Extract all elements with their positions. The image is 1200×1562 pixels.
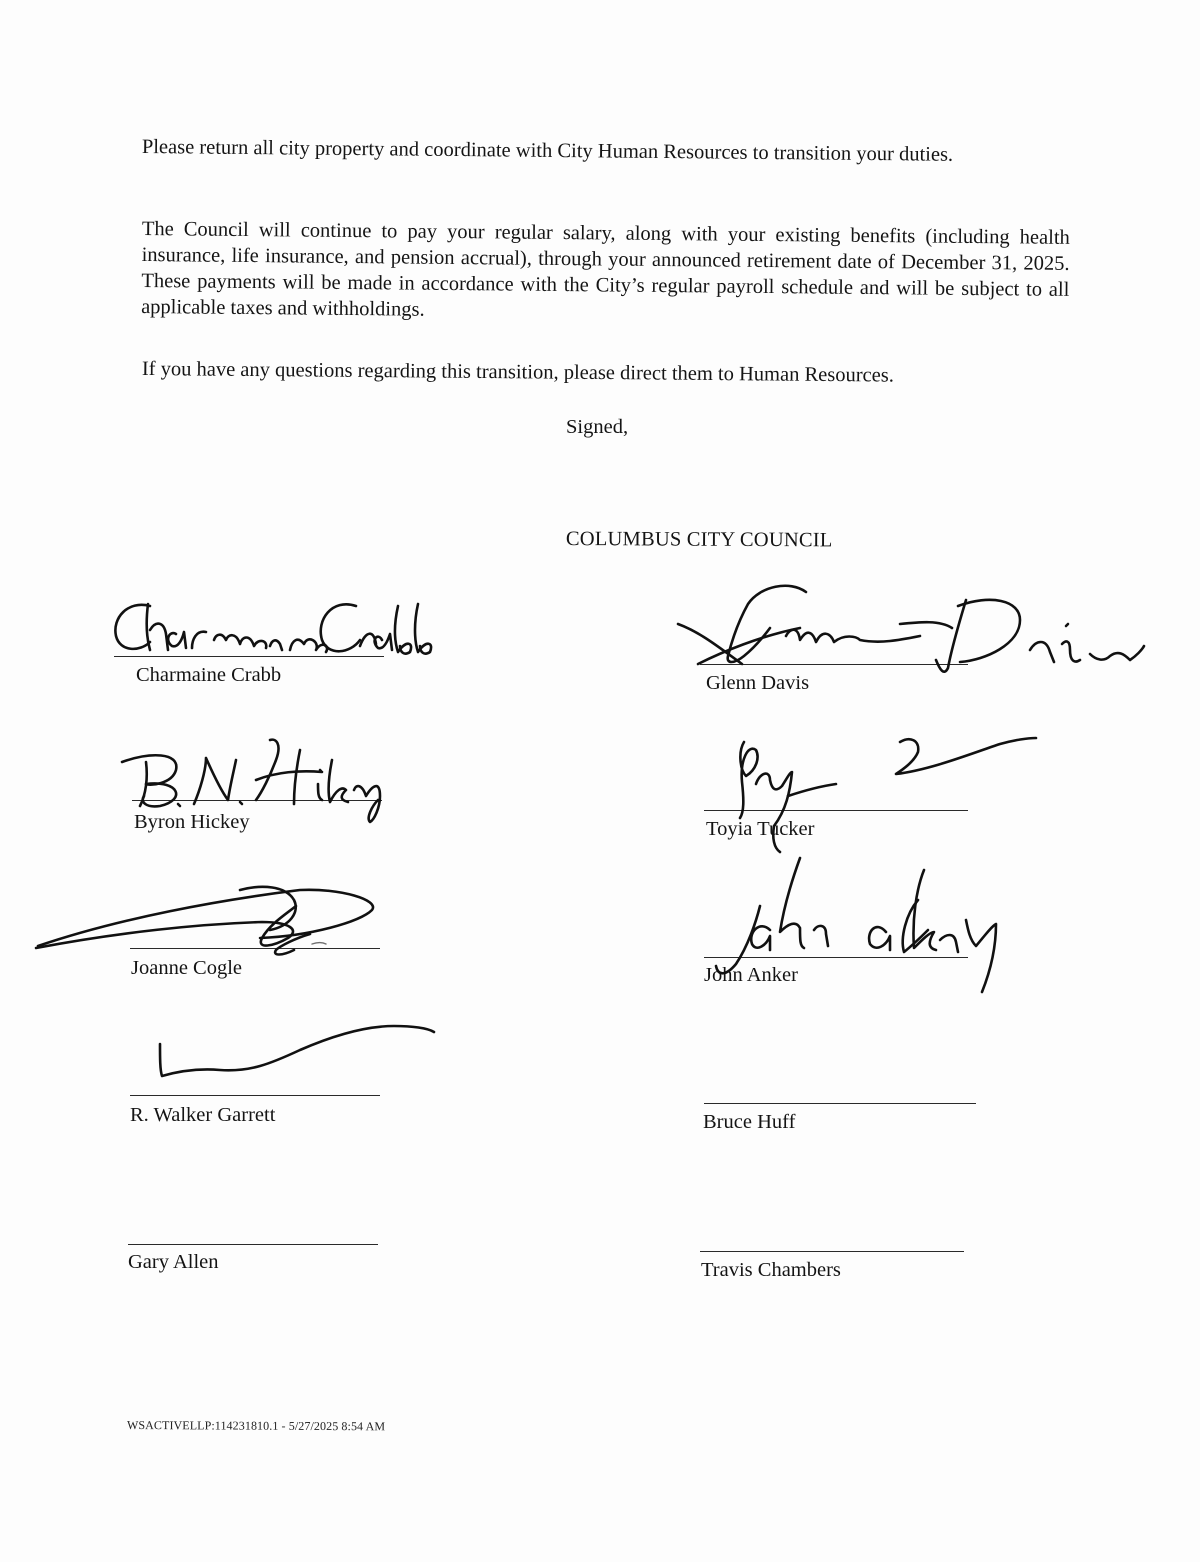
council-heading: COLUMBUS CITY COUNCIL xyxy=(565,528,833,552)
signatory-name: Joanne Cogle xyxy=(131,957,243,979)
signature-line-gary-allen xyxy=(128,1244,378,1245)
signatory-name: John Anker xyxy=(704,964,798,986)
signatory-name: Bruce Huff xyxy=(703,1111,796,1133)
signature-r-walker-garrett xyxy=(160,1026,434,1076)
signature-line-travis-chambers xyxy=(700,1251,964,1252)
signatory-name: Gary Allen xyxy=(128,1251,219,1273)
signature-byron-hickey xyxy=(122,740,380,822)
signature-line-glenn-davis xyxy=(700,664,968,665)
signature-line-john-anker xyxy=(704,957,968,958)
signature-line-byron-hickey xyxy=(132,800,382,801)
signatory-name: Travis Chambers xyxy=(701,1259,841,1281)
document-id-footer: WSACTIVELLP:114231810.1 - 5/27/2025 8:54 AM xyxy=(126,1418,386,1434)
signatory-name: R. Walker Garrett xyxy=(130,1104,276,1126)
signature-line-bruce-huff xyxy=(704,1103,976,1104)
closing-signed: Signed, xyxy=(566,416,629,438)
signatory-name: Charmaine Crabb xyxy=(136,664,282,686)
signature-line-joanne-cogle xyxy=(130,948,380,949)
signatory-name: Toyia Tucker xyxy=(706,818,815,840)
signatory-name: Byron Hickey xyxy=(134,811,250,833)
paragraph-questions: If you have any questions regarding this transition, please direct them to Human Resources. xyxy=(141,357,895,387)
signature-glenn-davis xyxy=(678,586,1144,672)
paragraph-salary-benefits: The Council will continue to pay your regular salary, along with your existing benefits (including health insurance, life insurance, and pension accrual), through your announced retirement date of December 31, 2025. These payments will be made in accordance with the City’s regular payroll schedule and will be subject to all applicable taxes and withholdings. xyxy=(141,217,1070,321)
signature-line-r-walker-garrett xyxy=(130,1095,380,1096)
signature-joanne-cogle xyxy=(36,887,373,955)
paragraph-return-property: Please return all city property and coordinate with City Human Resources to transition your duties. xyxy=(141,135,954,166)
signature-line-charmaine-crabb xyxy=(114,656,384,657)
signature-charmaine-crabb xyxy=(115,604,431,654)
signatory-name: Glenn Davis xyxy=(706,672,810,694)
signature-line-toyia-tucker xyxy=(704,810,968,811)
